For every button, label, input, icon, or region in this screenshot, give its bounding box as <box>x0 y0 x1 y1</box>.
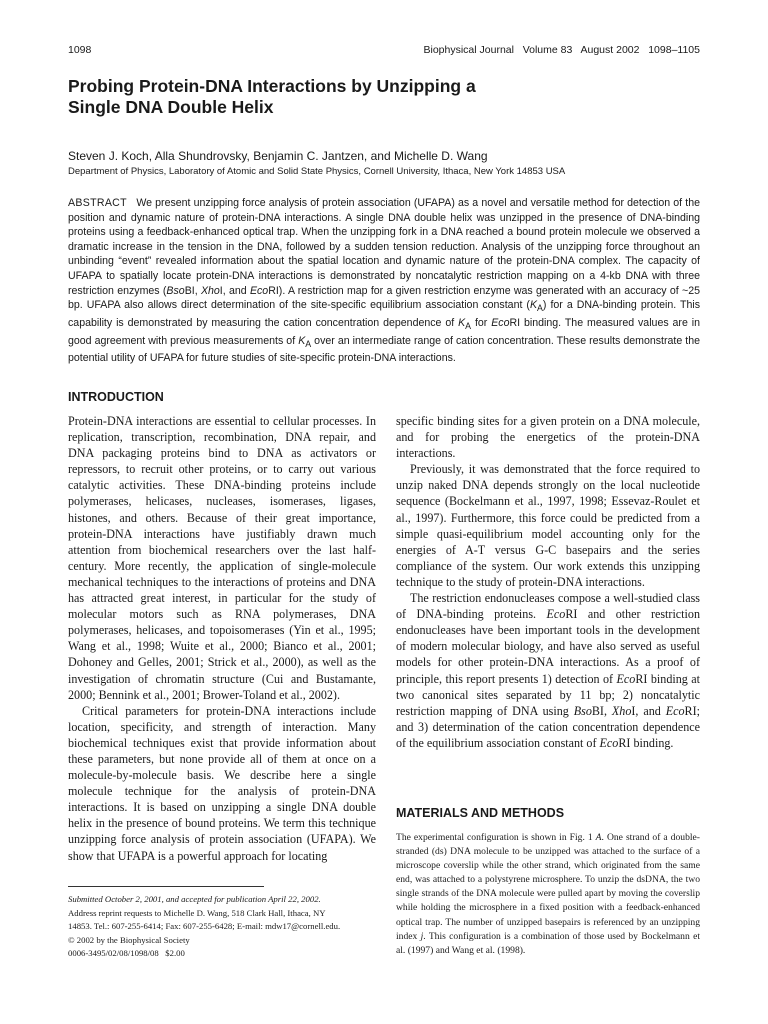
methods-italic: j <box>420 930 424 942</box>
running-header <box>68 44 700 60</box>
abstract-subscript: A <box>537 303 543 314</box>
section-heading-methods: MATERIALS AND METHODS <box>396 806 565 820</box>
footnote-rule <box>68 886 264 887</box>
methods-text: . This configuration is a combination of those used by Bockelmann et al. (1997) and Wang et al. (1998). <box>396 930 700 956</box>
intro-italic: Eco <box>616 671 636 686</box>
abstract-italic: Eco <box>491 316 510 329</box>
intro-text: RI binding at two canonical sites separated by 11 bp; 2) noncatalytic restriction mapping of DNA using <box>396 671 700 718</box>
intro-paragraph-3: Previously, it was demonstrated that the force required to unzip naked DNA depends strongly on the local nucleotide sequence (Bockelmann et al., 1997, 1998; Essevaz-Roulet et al., 1997). Furthermore, this force could be predicted from a simple quasi-equilibrium model accounting only for the energies of A-T versus G-C basepairs and the series compliance of the system. Our work extends this unzipping technique to the study of protein-DNA interactions. <box>396 462 700 589</box>
intro-italic: Eco <box>665 703 685 718</box>
intro-paragraph-2: Critical parameters for protein-DNA interactions include location, specificity, and strength of interaction. Many biochemical techniques exist that provide information about these parameters, but none provide all of them at once on a molecule-by-molecule basis. We describe here a single molecule technique for the analysis of protein-DNA interactions. It is based on unzipping a single DNA double helix in the presence of bound proteins. We term this technique unzipping force analysis of protein association (UFAPA). We show that UFAPA is a powerful approach for locating <box>68 703 376 863</box>
intro-italic: Bso <box>573 703 592 718</box>
abstract-subscript: A <box>305 338 312 349</box>
intro-paragraph-1: Protein-DNA interactions are essential to cellular processes. In replication, transcription, recombination, DNA repair, and DNA packaging proteins bind to DNA as activators or repressors, to recruit other proteins, or to carry out various catalytic activities. These DNA-binding proteins include polymerases, helicases, nucleases, isomerases, ligases, histones, and others. Because of their great importance, protein-DNA interactions have justifiably drawn much attention from biochemical researchers over the last half-century. More recently, the application of single-molecule mechanical techniques to the interactions of proteins and DNA has attracted great interest, in particular for the study of molecular motors such as RNA polymerases, DNA polymerases, helicases, and topoisomerases (Yin et al., 1995; Wang et al., 1998; Wuite et al., 2000; Bianco et al., 2001; Dohoney and Gelles, 2001; Strick et al., 2000), as well as the investigation of chromatin structure (Cui and Bustamante, 2000; Bennink et al., 2001; Brower-Toland et al., 2002). <box>68 414 376 702</box>
intro-text: RI; and 3) determination of the cation concentration dependence of the equilibrium association constant of <box>396 703 700 750</box>
submission-dates: Submitted October 2, 2001, and accepted for publication April 22, 2002. <box>68 894 321 904</box>
abstract-italic: K <box>458 316 466 329</box>
abstract-text: We present unzipping force analysis of protein association (UFAPA) as a novel and versatile method for detection of the position and dynamic nature of protein-DNA interactions. A single DNA double helix was unzipped in the presence of DNA-binding proteins using a feedback-enhanced optical trap. When the unzipping fork in a DNA reached a bound protein molecule we observed a dramatic increase in the tension in the DNA, followed by a sudden tension reduction. Analysis of the unzipping force throughout an unbinding “event” revealed information about the spatial location and dynamic nature of the protein-DNA complex. The capacity of UFAPA to spatially locate protein-DNA interactions is demonstrated by noncatalytic restriction mapping on a 4-kb DNA with three restriction enzymes ( <box>68 197 700 297</box>
title-line-2: Single DNA Double Helix <box>68 97 274 117</box>
abstract <box>68 196 700 366</box>
abstract-label: ABSTRACT <box>68 197 127 209</box>
abstract-italic: Eco <box>249 284 269 297</box>
abstract-italic: K <box>529 299 538 312</box>
intro-italic: Eco <box>546 607 566 622</box>
intro-text: The restriction endonucleases compose a well-studied class of DNA-binding proteins. <box>396 591 700 622</box>
intro-italic: Xho <box>611 703 632 718</box>
reprint-address-line-2: 14853. Tel.: 607-255-6414; Fax: 607-255-6428; E-mail: mdw17@cornell.edu. <box>68 921 341 932</box>
intro-text: BI, <box>591 703 612 718</box>
footnotes <box>68 893 388 961</box>
abstract-italic: Xho <box>200 284 220 297</box>
page-number: 1098 <box>68 44 92 56</box>
intro-text: I, and <box>631 703 666 718</box>
methods-text: . One strand of a double-stranded (ds) DNA molecule to be unzipped was attached to the surface of a microscope coverslip while the other strand, which originated from the same end, was attached to a polystyrene microsphere. To unzip the dsDNA, the two single strands of the DNA molecule were pulled apart by moving the coverslip while holding the microsphere in a fixed position with a feedback-enhanced optical trap. The number of unzipped basepairs is referenced by an unzipping index <box>396 832 700 942</box>
abstract-text: RI). A restriction map for a given restriction enzyme was generated with an accuracy of ~25 bp. UFAPA also allows direct determination of the site-specific equilibrium association constant ( <box>68 284 700 312</box>
intro-paragraph-continued: specific binding sites for a given protein on a DNA molecule, and for probing the energetics of the protein-DNA interactions. <box>396 414 700 461</box>
abstract-text: ) for a DNA-binding protein. This capability is demonstrated by measuring the cation concentration dependence of <box>68 299 701 329</box>
intro-paragraph-4 <box>396 590 700 751</box>
abstract-text: over an intermediate range of cation concentration. These results demonstrate the potential utility of UFAPA for future studies of site-specific protein-DNA interactions. <box>68 334 700 365</box>
abstract-subscript: A <box>465 320 472 331</box>
intro-text: RI binding. <box>618 735 674 750</box>
methods-body <box>396 831 700 958</box>
methods-paragraph-1 <box>396 831 700 958</box>
issn-price: 0006-3495/02/08/1098/08 $2.00 <box>68 948 185 959</box>
left-column <box>68 413 376 864</box>
reprint-address-line-1: Address reprint requests to Michelle D. Wang, 518 Clark Hall, Ithaca, NY <box>68 907 326 918</box>
author-list: Steven J. Koch, Alla Shundrovsky, Benjamin C. Jantzen, and Michelle D. Wang <box>68 149 488 163</box>
methods-italic: A <box>595 832 602 843</box>
abstract-text: RI binding. The measured values are in good agreement with previous measurements of <box>68 316 700 347</box>
intro-italic: Eco <box>599 735 619 750</box>
section-heading-introduction: INTRODUCTION <box>68 390 164 404</box>
methods-text: The experimental configuration is shown in Fig. 1 <box>396 832 596 843</box>
copyright: © 2002 by the Biophysical Society <box>68 934 190 945</box>
right-column <box>396 413 700 751</box>
abstract-italic: K <box>298 334 306 347</box>
abstract-italic: Bso <box>166 284 185 297</box>
journal-info: Biophysical Journal Volume 83 August 2002 1098–1105 <box>423 44 700 56</box>
article-title <box>68 76 668 118</box>
intro-text: RI and other restriction endonucleases have been important tools in the development of modern molecular biology, and have also served as useful models for other protein-DNA interactions. As a proof of principle, this report presents 1) detection of <box>396 607 700 686</box>
affiliation: Department of Physics, Laboratory of Atomic and Solid State Physics, Cornell University, Ithaca, New York 14853 USA <box>68 166 566 177</box>
title-line-1: Probing Protein-DNA Interactions by Unzipping a <box>68 76 476 96</box>
abstract-text: for <box>471 316 492 329</box>
abstract-text: I, and <box>219 284 250 297</box>
abstract-text: BI, <box>184 284 201 297</box>
